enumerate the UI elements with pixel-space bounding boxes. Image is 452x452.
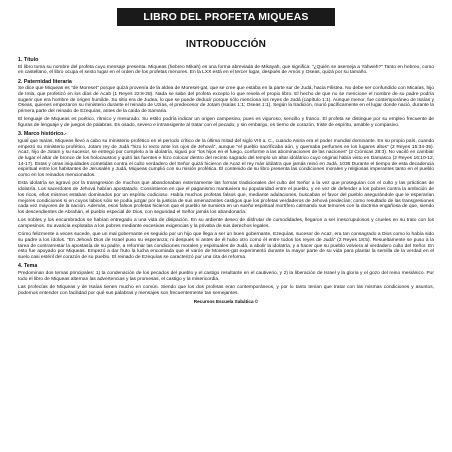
sections-container (18, 57, 434, 296)
section-heading: 1. Título (18, 57, 39, 63)
section (18, 131, 434, 260)
paragraph: Las profecías de Miqueas y de Isaías tienen mucho en común. Siendo que los dos profetas eran contemporáneos, y por lo tanto tenían que tratar con las mismas condiciones y asuntos, podemos entender con facilidad por qué sus palabras y mensajes son frecuentemente tan semejantes. (18, 284, 434, 296)
book-title: LIBRO DEL PROFETA MIQUEAS (143, 11, 309, 23)
section-heading: 3. Marco histórico.- (18, 131, 67, 138)
book-title-banner (117, 8, 335, 26)
paragraph: Cómo felizmente a veces sucede, que un mal gobernante es seguido por un hijo que llega a ser un buen gobernante, Ezequías, sucesor de Acaz, era tan consagrado a Dios como lo había sido su padre a los ídolos. "En Jehová Dios de Israel puso su esperanza; ni después ni antes de él hubo otro como él entre todos los reyes de Judá" (2 Reyes 18:5). Resueltamente se puso a la tarea de contrarrestar la apostasía de su padre, a reformar las condiciones morales y espirituales de Judá, a abolir la idolatría, y a hacer que su pueblo volviera al verdadero culto del Señor. En esto fue apoyado por Miqueas. Empezó a dar fruto la lucha encomiada que el varón de Moreset-gat experimentó durante la mayor parte de su vida para plantar la semilla de la verdad en el suelo casi estéril del corazón de su pueblo. El reinado de Ezequías se caracterizó por una cita de reforma. (18, 232, 434, 261)
section-heading: 2. Paternidad literaria (18, 78, 72, 85)
section-heading: 4. Tema (18, 263, 38, 270)
section (18, 57, 434, 76)
paragraph: Se dice que Miqueas es "de Moreset" porque quizá provenía de la aldea de Moreset-gat, que se cree que estaba en la parte sur de Judá, hacia Filistea. No debe ser confundido con Micaías, hijo de Imla, que profetizó en los días de Acab (1 Reyes 22:8-28). Nada se sabe del profeta excepto lo que revela el propio libro. El hecho de que no se mencione el nombre de su padre podría sugerir que era hombre de origen humilde. Su sitio era de Judea, lo que se puede deducir porque sólo menciona los reyes de Judá (capítulo 1:1). Aunque menor, fue contemporáneo de Isaías y Oseas, quienes empezaron su ministerio durante el reinado de Uzías, el predecesor de Jotam (Isaías 1:1; Oseas 1:1). Según la tradición, murió pacíficamente en el lugar donde nació, durante la primera parte del reinado de Ezequías, antes de la caída de Samaria. (18, 86, 434, 114)
paragraph: Predominan dos temas principales: 1) la condenación de los pecados del pueblo y el castigo resultante en el cautiverio, y 2) la liberación de Israel y la gloria y el gozo del reino mesiánico. Por todo el libro de Miqueas alternan las advertencias y las promesas, el castigo y la misericordia. (18, 270, 434, 282)
footer-credit: Recursos Escuela Sabática © (193, 298, 259, 304)
paragraph: Los nobles y los encumbrados se habían entregado a una vida de disipación. En su ardiente deseo de disfrutar de comodidades, llegaron a ser inescrupulosos y crueles en su trato con los campesinos. Su avaricia explotaba a los pobres mediante excesivas exigencias y la privaba de sus derechos legales. (18, 218, 434, 229)
paragraph: Igual que Isaías, Miqueas llevó a cabo su ministerio profético en el período crítico de la última mitad del siglo VIII a. C., cuando Asiria era el poder mundial dominante. En su propio país, cuando empezó su ministerio profético, Jotam rey de Judá "hizo lo recto ante los ojos de Jehová", aunque "el pueblo sacrificaba aún, y quemaba perfumes en los lugares altos" (2 Reyes 15:34-35). Acaz, hijo de Jotam y su sucesor, se entregó por completo a la idolatría, siguió por "los hijos en el fuego, conforme a las abominaciones de las naciones" (2 Crónicas 28:3). No vaciló en cambiar de lugar el altar de bronce de los holocaustos y quitó las fuentes e hizo colocar dentro del recinto sagrado del templo un altar idolátrico cuyo original había visto en Damasco (2 Reyes 16:10-12, 14-17). Estas y otras iniquidades cometidas contra el culto verdadero del Señor quizá hicieron de Acaz el rey más idólatra que jamás reinó en Judá. 1036 Durante el tiempo de esta decadencia espiritual entre los habitantes de Jerusalén y Judá, Miqueas cumplió con su misión profética. El contenido de su libro presenta las condiciones morales y religiosas imperantes tanto en el pueblo como en los reinados mencionados. (18, 138, 434, 179)
paragraph: El libro toma su nombre del profeta cuyo mensaje presenta. Miqueas (hebreo Mikah) es una forma abreviada de Mikayah, que significa: "¿Quién se asemeja a Yahweh?" Tanto en hebreo, como en castellano, el libro ocupa el sexto lugar en el orden de los profetas menores. En la LXX está en el tercer lugar, después de Amós y Oseas, quizá por su tamaño. (18, 64, 434, 76)
paragraph: El lenguaje de Miqueas es poético, rítmico y mesurado. Su estilo podría indicar un origen campesino, pues es vigoroso, sencillo y franco. El profeta se distingue por su empleo frecuente de figuras de lenguaje y de juegos de palabras. Es osado, severo e intransigente al tratar con el pecado; y sin embargo, es tierno de corazón, triste de espíritu, amable y compasivo. (18, 117, 434, 128)
introduction-heading: INTRODUCCIÓN (185, 39, 267, 50)
section (18, 79, 434, 129)
section (18, 263, 434, 296)
paragraph: Esta idolatría se agravó por la transgresión de muchos que abandonaban externamente las formas tradicionales del culto del Señor a la vez que proseguían con el culto y las prácticas de idolatría. Los sacerdotes de Jehová habían apostatado. Consintieron en que el paganismo mantuviera su popularidad entre el pueblo, y en vez de defender a los pobres contra la ambición de los ricos, ellos mismos estaban dominados por un espíritu codicioso. Había muchos profetas falsos que, mediante adulaciones, buscaban el favor del pueblo asegurándole que le esperarían mejores condiciones si en cuyos labios sólo se podía juzgar por la justicia de sus amenazantes castigos que los profetas verdaderos de Jehová predecían; como resultado de las transgresiones cada vez mayores de la nación. Además, esos falsos profetas hicieron que el pueblo se sumiera en un sueño espiritual mortífero calmando sus temores con la doctrina engañosa de que, siendo los descendientes de Abrahán, el pueblo especial de Dios, con seguridad el Señor jamás los abandonaría. (18, 181, 434, 215)
